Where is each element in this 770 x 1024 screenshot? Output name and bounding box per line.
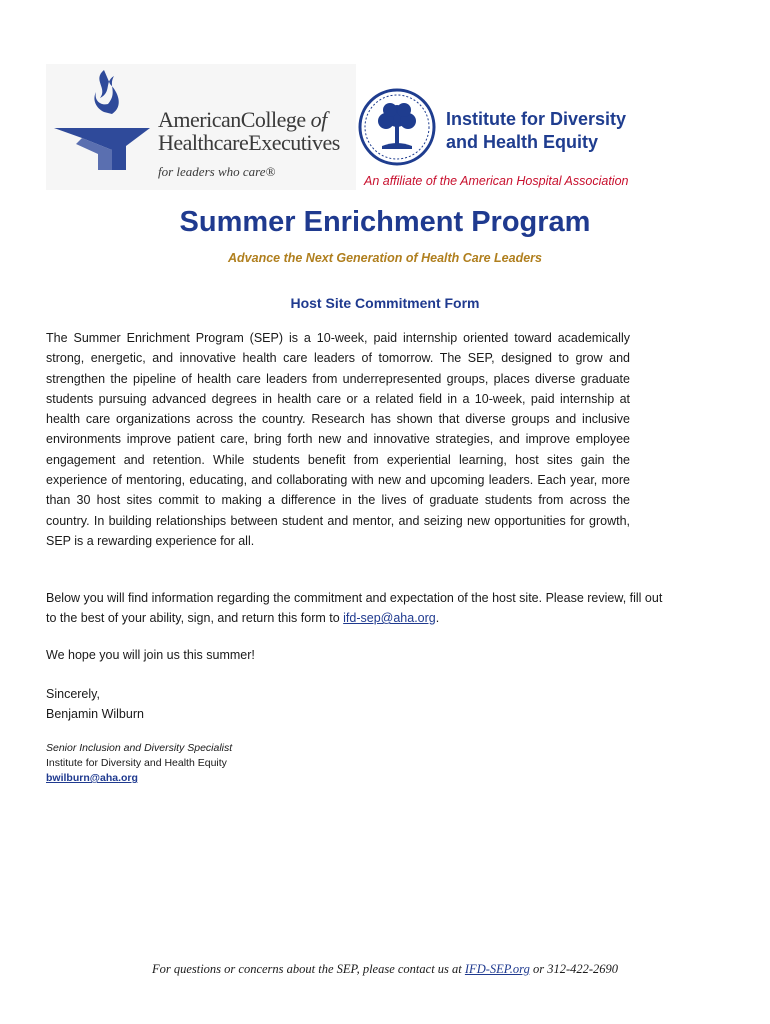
signature-block: [46, 684, 144, 724]
ache-logo: [46, 64, 356, 190]
instructions-paragraph: Below you will find information regarding the commitment and expectation of the host site. Please review, fill out to the best of your ability, sign, and return this form to ifd-sep@aha.org.: [46, 591, 663, 625]
ache-name: AmericanCollege of HealthcareExecutives: [158, 107, 340, 155]
signer-email-link[interactable]: bwilburn@aha.org: [46, 772, 138, 784]
page-title: Summer Enrichment Program: [179, 206, 591, 238]
footer: For questions or concerns about the SEP, please contact us at IFD-SEP.org or 312-422-2690: [151, 962, 619, 976]
signer-role: Senior Inclusion and Diversity Specialist: [46, 742, 233, 754]
signer-details: [46, 741, 232, 786]
header-logos: [46, 64, 662, 194]
signer-org: Institute for Diversity and Health Equity: [46, 757, 227, 769]
intro-paragraph: The Summer Enrichment Program (SEP) is a 10-week, paid internship oriented toward academically strong, energetic, and innovative health care leaders of tomorrow. The SEP, designed to grow and strengthen the pipeline of health care leaders from underrepresented groups, places diverse graduate students pursuing advanced degrees in health care or a related field in a 10-week, paid internship at health care organizations across the country. Research has shown that diverse groups and inclusive environments improve patient care, bring forth new and innovative strategies, and improve employee engagement and retention. While students benefit from experiential learning, host sites gain the experience of mentoring, educating, and collaborating with new and upcoming leaders. Each year, more than 30 host sites commit to making a difference in the lives of graduate students from across the country. In building relationships between student and mentor, and seizing new opportunities for growth, SEP is a rewarding experience for all.: [46, 331, 630, 548]
tree-seal-icon: [358, 88, 436, 166]
page-subtitle: Advance the Next Generation of Health Care Leaders: [228, 251, 542, 265]
contact-phone: 312-422-2690: [547, 962, 619, 976]
closing: Sincerely,: [46, 687, 100, 701]
ache-tagline: for leaders who care®: [158, 164, 276, 179]
ifd-sep-website-link[interactable]: IFD-SEP.org: [464, 962, 530, 976]
form-title: Host Site Commitment Form: [290, 295, 480, 311]
ifd-name: Institute for Diversity and Health Equity: [446, 109, 627, 152]
signer-name: Benjamin Wilburn: [46, 707, 144, 721]
invitation-paragraph: We hope you will join us this summer!: [46, 648, 255, 662]
ifd-sep-email-link[interactable]: ifd-sep@aha.org: [343, 611, 436, 625]
aha-affiliate-text: An affiliate of the American Hospital Association: [364, 174, 629, 188]
torch-flame-icon: [52, 66, 152, 176]
